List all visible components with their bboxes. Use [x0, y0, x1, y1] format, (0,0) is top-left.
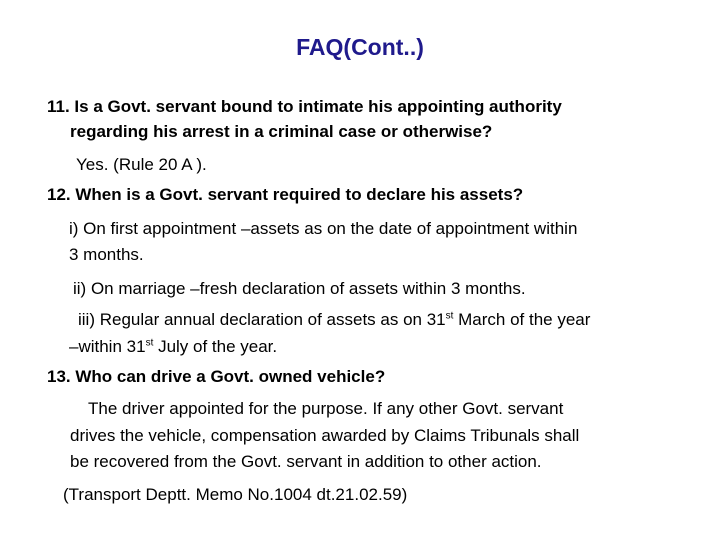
q12-item3-post: March of the year — [453, 310, 591, 329]
q13-reference: (Transport Deptt. Memo No.1004 dt.21.02.59) — [63, 485, 408, 504]
q12-item1-line2: 3 months. — [69, 245, 144, 264]
q13-answer-line1: The driver appointed for the purpose. If any other Govt. servant — [88, 399, 564, 418]
q12-item3-line2-pre: –within 31 — [69, 337, 146, 356]
q12-item3-line2-sup: st — [145, 337, 154, 349]
q12-item3-pre: iii) Regular annual declaration of assets as on 31 — [78, 310, 446, 329]
q12-item3-line2 — [69, 336, 277, 358]
q11-line2: regarding his arrest in a criminal case or otherwise? — [70, 122, 493, 141]
q12-item3-line1 — [78, 309, 590, 331]
q12-item2: ii) On marriage –fresh declaration of assets within 3 months. — [73, 279, 526, 298]
q11-answer: Yes. (Rule 20 A ). — [76, 155, 207, 174]
q13-answer-line2: drives the vehicle, compensation awarded by Claims Tribunals shall — [70, 426, 580, 445]
q13-answer-line3: be recovered from the Govt. servant in addition to other action. — [70, 452, 542, 471]
q12-item1-line1: i) On first appointment –assets as on the date of appointment within — [69, 219, 578, 238]
q12-item3-sup: st — [445, 310, 454, 322]
page-title: FAQ(Cont..) — [296, 34, 424, 60]
q11-line1: 11. Is a Govt. servant bound to intimate his appointing authority — [47, 97, 562, 116]
q13-question: 13. Who can drive a Govt. owned vehicle? — [47, 367, 386, 386]
q12-question: 12. When is a Govt. servant required to declare his assets? — [47, 185, 524, 204]
q12-item3-line2-post: July of the year. — [153, 337, 278, 356]
